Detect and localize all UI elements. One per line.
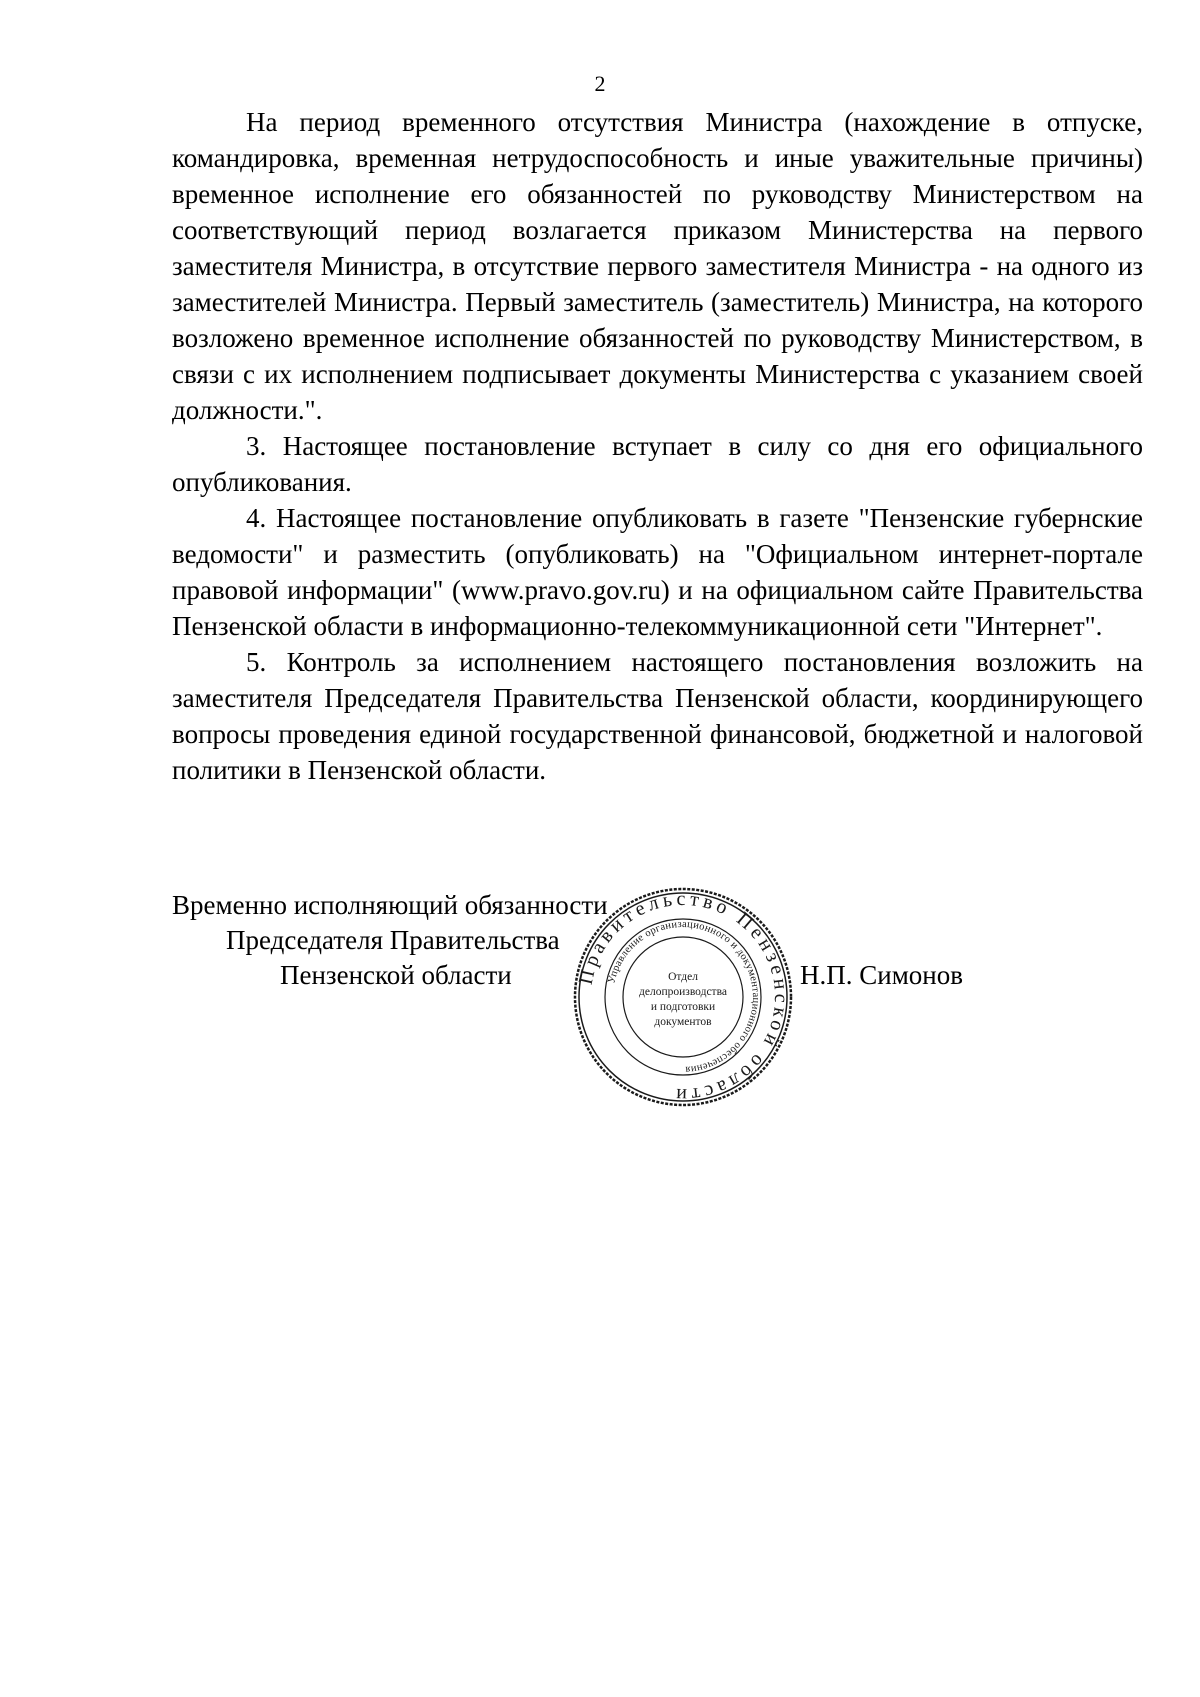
paragraph-publication: 4. Настоящее постановление опубликовать в газете "Пензенские губернские ведомости" и разместить (опубликовать) на "Официальном интернет-портале правовой информации" (www.pravo.gov.ru) и на официальном сайте Правительства Пензенской области в информационно-телекоммуникационной сети "Интернет".: [172, 503, 1143, 641]
paragraph-control: 5. Контроль за исполнением настоящего постановления возложить на заместителя Председателя Правительства Пензенской области, координирующего вопросы проведения единой государственной финансовой, бюджетной и налоговой политики в Пензенской области.: [172, 647, 1143, 785]
signatory-title-line-1: Временно исполняющий обязанности: [172, 890, 608, 920]
seal-center-line-4: документов: [654, 1016, 712, 1028]
seal-center-line-2: делопроизводства: [639, 986, 727, 998]
seal-inner-text: Управление организационного и документационного обеспечения: [606, 918, 762, 1076]
seal-outer-text: Правительство Пензенской области: [574, 887, 793, 1107]
seal-center-line-1: Отдел: [668, 971, 698, 983]
paragraph-entry-into-force: 3. Настоящее постановление вступает в силу со дня его официального опубликования.: [172, 431, 1143, 497]
signatory-title-line-3: Пензенской области: [280, 960, 512, 990]
signature-block: [172, 888, 1152, 1148]
page-number: 2: [594, 71, 606, 96]
official-seal-stamp: [572, 886, 794, 1108]
signatory-title-line-2: Председателя Правительства: [226, 925, 560, 955]
seal-center-line-3: и подготовки: [650, 1001, 716, 1013]
document-body: [172, 104, 1143, 788]
paragraph-ministry-substitution: На период временного отсутствия Министра (нахождение в отпуске, командировка, временная нетрудоспособность и иные уважительные причины) временное исполнение его обязанностей по руководству Министерством на соответствующий период возлагается приказом Министерства на первого заместителя Министра, в отсутствие первого заместителя Министра - на одного из заместителей Министра. Первый заместитель (заместитель) Министра, на которого возложено временное исполнение обязанностей по руководству Министерством, в связи с их исполнением подписывает документы Министерства с указанием своей должности.".: [172, 107, 1143, 425]
signatory-name: Н.П. Симонов: [800, 960, 963, 990]
